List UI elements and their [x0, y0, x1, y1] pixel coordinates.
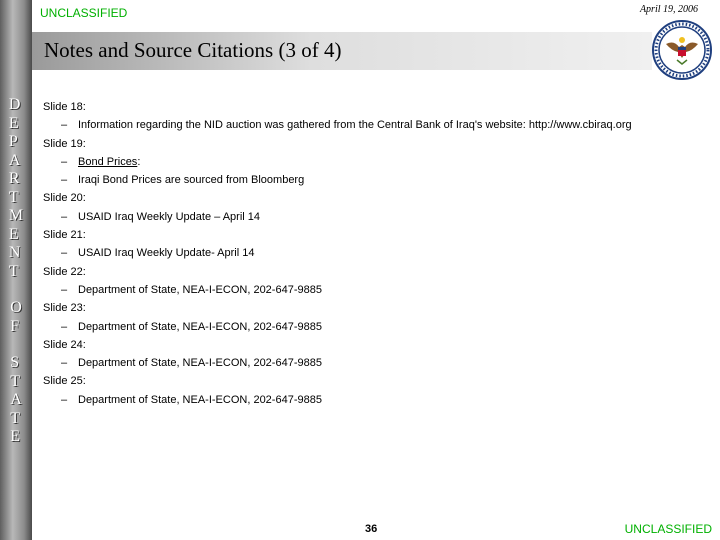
- note-body: Department of State, NEA-I-ECON, 202-647-9885: [78, 357, 322, 370]
- sidebar-letter: S: [10, 354, 20, 371]
- top-band: [32, 0, 720, 28]
- slide-label: Slide 21:: [43, 229, 86, 242]
- note-item: [43, 318, 643, 336]
- dash-bullet: –: [61, 119, 68, 132]
- sidebar-letter: N: [8, 244, 21, 261]
- sidebar-letter: T: [10, 372, 20, 390]
- sidebar-letter: T: [10, 409, 20, 427]
- note-text: [78, 354, 322, 372]
- sidebar-letter: A: [10, 391, 22, 408]
- word-department: [9, 96, 23, 281]
- dash-bullet: –: [61, 320, 68, 333]
- word-of: [10, 299, 22, 336]
- note-text: [78, 208, 260, 226]
- note-item: [43, 171, 643, 189]
- note-text: [78, 391, 322, 409]
- sidebar-letter: A: [8, 151, 21, 169]
- classification-bottom: UNCLASSIFIED: [624, 522, 712, 536]
- note-text: [78, 153, 140, 171]
- note-text: [78, 281, 322, 299]
- slide-label: Slide 20:: [43, 192, 86, 205]
- notes-list: [43, 98, 643, 409]
- sidebar-letter: E: [10, 428, 20, 445]
- sidebar-letter: E: [8, 114, 19, 132]
- sidebar-letter: F: [10, 317, 20, 335]
- note-item: [43, 116, 643, 134]
- page-number: 36: [365, 523, 378, 535]
- sidebar-letter: D: [8, 96, 21, 113]
- note-body: Information regarding the NID auction was gathered from the Central Bank of Iraq's website: http://www.cbiraq.org: [78, 119, 632, 132]
- department-of-state-seal-icon: [652, 20, 712, 80]
- sidebar-letter: R: [8, 170, 20, 187]
- slide-label: Slide 22:: [43, 265, 86, 278]
- note-item: [43, 244, 643, 262]
- note-item: [43, 391, 643, 409]
- date: April 19, 2006: [639, 4, 698, 15]
- dash-bullet: –: [61, 357, 68, 370]
- slide-label: Slide 24:: [43, 338, 86, 351]
- note-body: Department of State, NEA-I-ECON, 202-647-9885: [78, 393, 322, 406]
- note-body: :: [137, 155, 141, 168]
- sidebar-letter: T: [8, 262, 19, 280]
- dash-bullet: –: [61, 210, 68, 223]
- department-of-state-vertical-text: [0, 96, 32, 447]
- classification-top: UNCLASSIFIED: [40, 6, 128, 20]
- note-body: Department of State, NEA-I-ECON, 202-647-9885: [78, 320, 322, 333]
- page-title: Notes and Source Citations (3 of 4): [44, 38, 342, 62]
- dash-bullet: –: [61, 155, 68, 168]
- slide-label: Slide 25:: [43, 375, 86, 388]
- slide-label: Slide 19:: [43, 137, 86, 150]
- sidebar-letter: P: [8, 133, 18, 150]
- note-text: [78, 171, 304, 189]
- note-heading: Bond Prices: [78, 155, 138, 168]
- note-text: [78, 318, 322, 336]
- note-item: [43, 281, 643, 299]
- sidebar-letter: M: [8, 207, 24, 224]
- note-body: Department of State, NEA-I-ECON, 202-647-9885: [78, 283, 322, 296]
- note-item: [43, 208, 643, 226]
- slide-label: Slide 18:: [43, 101, 86, 113]
- note-body: USAID Iraq Weekly Update – April 14: [78, 210, 260, 223]
- slide-label: Slide 23:: [43, 302, 86, 315]
- sidebar-letter: T: [8, 188, 19, 206]
- sidebar-letter: O: [10, 299, 22, 316]
- note-body: USAID Iraq Weekly Update- April 14: [78, 247, 255, 260]
- note-item: [43, 354, 643, 372]
- dash-bullet: –: [61, 393, 68, 406]
- note-text: [78, 244, 254, 262]
- note-item: [43, 153, 643, 171]
- dash-bullet: –: [61, 247, 68, 260]
- note-body: Iraqi Bond Prices are sourced from Bloomberg: [78, 174, 305, 187]
- note-text: [78, 116, 632, 134]
- word-state: [10, 354, 22, 447]
- dash-bullet: –: [61, 283, 68, 296]
- dash-bullet: –: [61, 174, 68, 187]
- sidebar-letter: E: [8, 225, 19, 243]
